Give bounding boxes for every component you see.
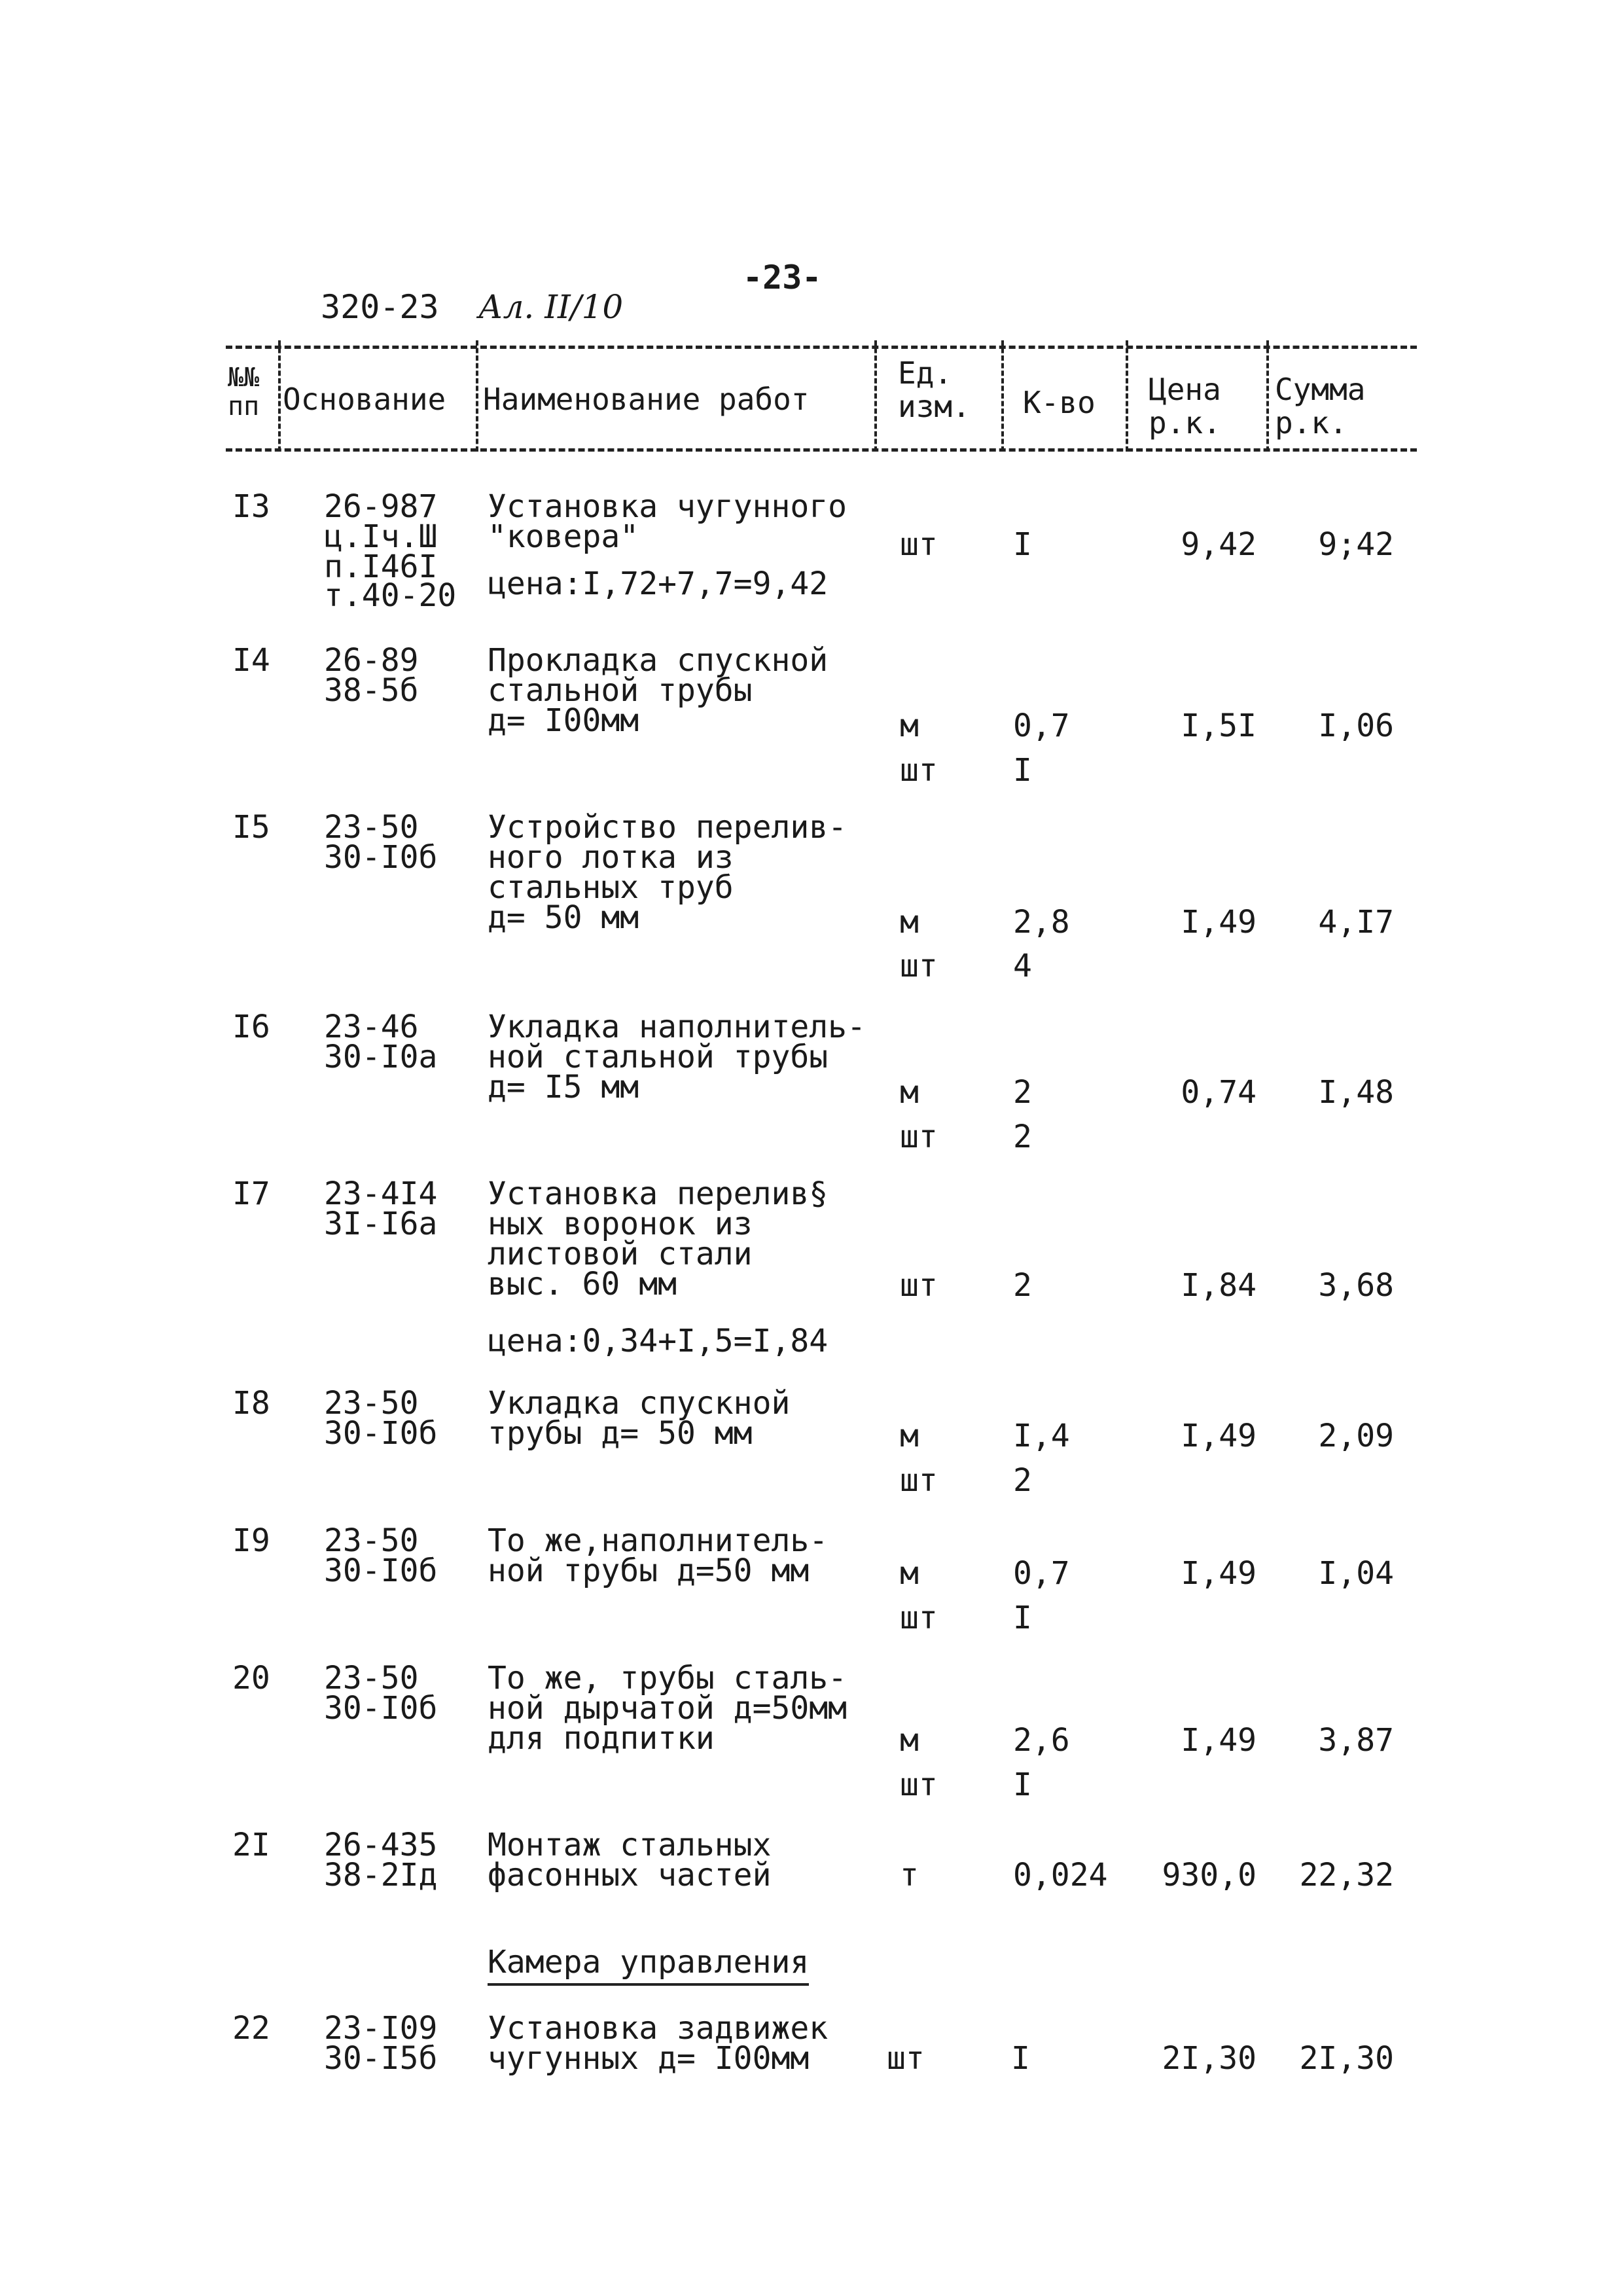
table-header-top-rule <box>226 346 1417 349</box>
col-header-basis: Основание <box>283 382 446 417</box>
work-name-line: Прокладка спускной <box>488 642 829 679</box>
work-name-line: То же, трубы сталь- <box>488 1660 847 1696</box>
price-formula: цена:I,72+7,7=9,42 <box>488 565 829 602</box>
row-number: 22 <box>232 2010 270 2047</box>
sum-value: I,06 <box>1318 708 1394 744</box>
row-number: 20 <box>232 1660 270 1696</box>
unit-value: шт <box>900 1267 938 1304</box>
price-value: I,49 <box>1181 1555 1257 1592</box>
basis-line: 3I-I6а <box>324 1206 438 1242</box>
price-value: I,49 <box>1181 1418 1257 1454</box>
sum-value: 4,I7 <box>1318 904 1394 941</box>
row-number: I9 <box>232 1522 270 1559</box>
row-number: I5 <box>232 809 270 846</box>
document-code <box>321 288 623 326</box>
quantity-value: 2,6 <box>1013 1722 1070 1759</box>
section-title: Камера управления <box>488 1944 809 1986</box>
work-name-line: фасонных частей <box>488 1857 772 1893</box>
basis-line: 30-I0б <box>324 1552 438 1589</box>
basis-line: 38-5б <box>324 672 419 709</box>
price-value: I,49 <box>1181 1722 1257 1759</box>
price-value: I,5I <box>1181 708 1257 744</box>
price-value: I,49 <box>1181 904 1257 941</box>
unit-value: м <box>900 1722 919 1759</box>
sum-value: 2I,30 <box>1299 2040 1394 2077</box>
quantity-value: 0,7 <box>1013 1555 1070 1592</box>
quantity-value: I,4 <box>1013 1418 1070 1454</box>
column-divider <box>1126 340 1128 452</box>
price-value: I,84 <box>1181 1267 1257 1304</box>
basis-line: 26-987 <box>324 488 438 525</box>
column-divider <box>1266 340 1269 452</box>
basis-line: ц.Iч.Ш <box>324 518 438 555</box>
unit-value: шт <box>900 1119 938 1155</box>
quantity-value: 2,8 <box>1013 904 1070 941</box>
work-name-line: д= 50 мм <box>488 899 639 936</box>
col-header-number: №№ пп <box>228 363 260 422</box>
basis-line: 30-I0а <box>324 1039 438 1075</box>
unit-value: шт <box>887 2040 925 2077</box>
work-name-line: д= I5 мм <box>488 1069 639 1105</box>
work-name-line: Укладка наполнитель- <box>488 1009 866 1045</box>
basis-line: 23-50 <box>324 1522 419 1559</box>
work-name-line: ной дырчатой д=50мм <box>488 1690 847 1727</box>
quantity-value: I <box>1013 1600 1032 1636</box>
col-header-unit: Ед. изм. <box>898 355 971 424</box>
row-number: I3 <box>232 488 270 525</box>
col-header-sum: Сумма р.к. <box>1275 372 1366 440</box>
col-header-work-name: Наименование работ <box>483 382 810 417</box>
unit-value: м <box>900 1074 919 1111</box>
quantity-value: 0,024 <box>1013 1857 1108 1893</box>
sum-value: I,48 <box>1318 1074 1394 1111</box>
price-value: 0,74 <box>1181 1074 1257 1111</box>
basis-line: 26-89 <box>324 642 419 679</box>
sum-value: I,04 <box>1318 1555 1394 1592</box>
unit-value: т <box>900 1857 919 1893</box>
work-name-line: выс. 60 мм <box>488 1266 677 1302</box>
table-header-bottom-rule <box>226 448 1417 452</box>
work-name-line: Установка задвижек <box>488 2010 829 2047</box>
project-code: 320-23 <box>321 288 439 326</box>
row-number: I6 <box>232 1009 270 1045</box>
work-name-line: Устройство перелив- <box>488 809 847 846</box>
work-name-line: листовой стали <box>488 1236 753 1272</box>
row-number: I4 <box>232 642 270 679</box>
quantity-value: I <box>1013 1767 1032 1803</box>
work-name-line: для подпитки <box>488 1720 715 1757</box>
basis-line: 30-I5б <box>324 2040 438 2077</box>
column-divider <box>278 340 281 452</box>
basis-line: 23-50 <box>324 1385 419 1422</box>
sum-value: 3,87 <box>1318 1722 1394 1759</box>
price-value: 930,0 <box>1162 1857 1257 1893</box>
basis-line: 23-50 <box>324 809 419 846</box>
row-number: I8 <box>232 1385 270 1422</box>
unit-value: шт <box>900 526 938 563</box>
quantity-value: 4 <box>1013 948 1032 984</box>
work-name-line: д= I00мм <box>488 702 639 739</box>
price-value: 2I,30 <box>1162 2040 1257 2077</box>
work-name-line: То же,наполнитель- <box>488 1522 829 1559</box>
unit-value: м <box>900 708 919 744</box>
work-name-line: трубы д= 50 мм <box>488 1415 753 1452</box>
work-name-line: стальных труб <box>488 869 734 906</box>
work-name-line: ного лотка из <box>488 839 734 876</box>
work-name-line: "ковера" <box>488 518 639 555</box>
column-divider <box>1001 340 1004 452</box>
unit-value: шт <box>900 1462 938 1499</box>
work-name-line: Установка чугунного <box>488 488 847 525</box>
work-name-line: Установка перелив§ <box>488 1175 829 1212</box>
column-divider <box>874 340 877 452</box>
unit-value: м <box>900 1555 919 1592</box>
basis-line: 30-I0б <box>324 1690 438 1727</box>
sum-value: 3,68 <box>1318 1267 1394 1304</box>
quantity-value: 2 <box>1013 1119 1032 1155</box>
work-name-line: ных воронок из <box>488 1206 753 1242</box>
work-name-line: Монтаж стальных <box>488 1827 772 1863</box>
sum-value: 22,32 <box>1299 1857 1394 1893</box>
basis-line: 30-I0б <box>324 1415 438 1452</box>
basis-line: 23-4I4 <box>324 1175 438 1212</box>
col-header-price: Цена р.к. <box>1149 372 1221 440</box>
page-number: -23- <box>743 259 822 296</box>
work-name-line: ной трубы д=50 мм <box>488 1552 810 1589</box>
sheet-reference: Ал. II/10 <box>478 288 624 326</box>
col-header-quantity: К-во <box>1023 385 1096 420</box>
basis-line: т.40-20 <box>324 577 457 614</box>
unit-value: шт <box>900 1767 938 1803</box>
basis-line: 23-50 <box>324 1660 419 1696</box>
basis-line: п.I46I <box>324 548 438 585</box>
row-number: I7 <box>232 1175 270 1212</box>
sum-value: 9;42 <box>1318 526 1394 563</box>
quantity-value: 0,7 <box>1013 708 1070 744</box>
work-name-line: ной стальной трубы <box>488 1039 829 1075</box>
quantity-value: 2 <box>1013 1267 1032 1304</box>
quantity-value: I <box>1013 526 1032 563</box>
unit-value: шт <box>900 752 938 789</box>
sum-value: 2,09 <box>1318 1418 1394 1454</box>
unit-value: шт <box>900 1600 938 1636</box>
price-value: 9,42 <box>1181 526 1257 563</box>
quantity-value: 2 <box>1013 1462 1032 1499</box>
quantity-value: I <box>1011 2040 1030 2077</box>
basis-line: 23-46 <box>324 1009 419 1045</box>
column-divider <box>476 340 478 452</box>
quantity-value: I <box>1013 752 1032 789</box>
quantity-value: 2 <box>1013 1074 1032 1111</box>
price-formula: цена:0,34+I,5=I,84 <box>488 1323 829 1359</box>
work-name-line: стальной трубы <box>488 672 753 709</box>
work-name-line: чугунных д= I00мм <box>488 2040 810 2077</box>
basis-line: 23-I09 <box>324 2010 438 2047</box>
unit-value: шт <box>900 948 938 984</box>
basis-line: 26-435 <box>324 1827 438 1863</box>
basis-line: 30-I0б <box>324 839 438 876</box>
unit-value: м <box>900 1418 919 1454</box>
basis-line: 38-2Iд <box>324 1857 438 1893</box>
unit-value: м <box>900 904 919 941</box>
work-name-line: Укладка спускной <box>488 1385 791 1422</box>
row-number: 2I <box>232 1827 270 1863</box>
